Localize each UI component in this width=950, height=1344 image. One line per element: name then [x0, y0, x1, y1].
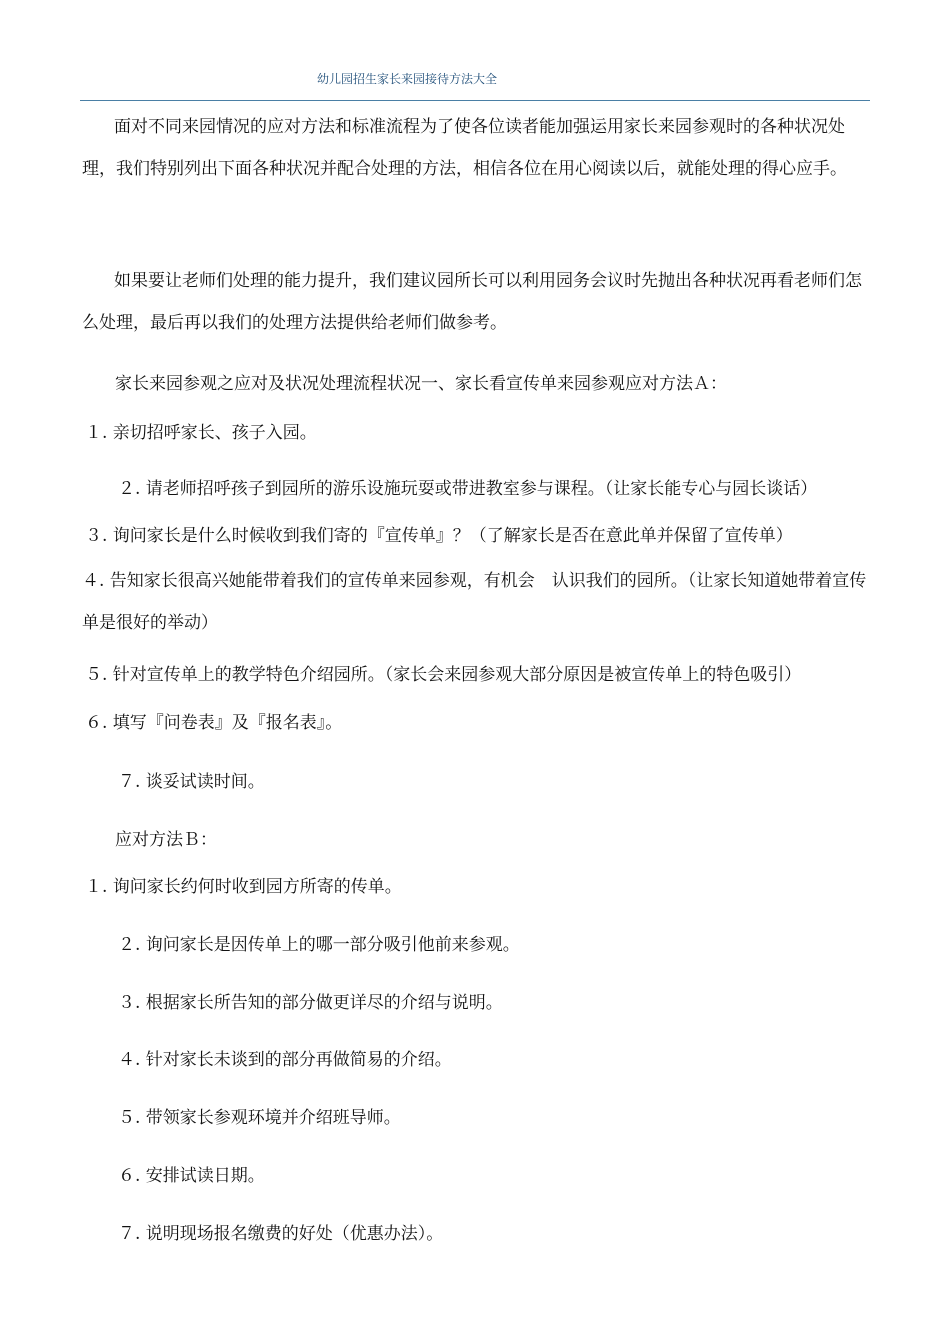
section-b-title: 应对方法Ｂ：: [115, 830, 217, 850]
list-item-a4: ４. 告知家长很高兴她能带着我们的宣传单来园参观，有机会 认识我们的园所。（让家长知道她带着宣传单是很好的举动）: [82, 571, 867, 633]
list-item-b4: ４. 针对家长未谈到的部分再做简易的介绍。: [118, 1050, 452, 1070]
list-item-a2: ２. 请老师招呼孩子到园所的游乐设施玩耍或带进教室参与课程。（让家长能专心与园长谈话）: [118, 479, 818, 499]
intro-paragraph-2: 如果要让老师们处理的能力提升，我们建议园所长可以利用园务会议时先抛出各种状况再看老师们怎么处理，最后再以我们的处理方法提供给老师们做参考。: [82, 271, 862, 333]
header-divider: [80, 100, 870, 101]
list-item-b7: ７. 说明现场报名缴费的好处（优惠办法）。: [118, 1224, 444, 1244]
list-item-b2: ２. 询问家长是因传单上的哪一部分吸引他前来参观。: [118, 935, 520, 955]
list-item-b3: ３. 根据家长所告知的部分做更详尽的介绍与说明。: [118, 993, 503, 1013]
page-header: 幼儿园招生家长来园接待方法大全: [317, 72, 498, 86]
list-item-b6: ６. 安排试读日期。: [118, 1166, 265, 1186]
list-item-b1: １. 询问家长约何时收到园方所寄的传单。: [85, 877, 402, 897]
list-item-b5: ５. 带领家长参观环境并介绍班导师。: [118, 1108, 401, 1128]
section-a-title: 家长来园参观之应对及状况处理流程状况一、家长看宣传单来园参观应对方法Ａ：: [115, 374, 727, 394]
list-item-a6: ６. 填写『问卷表』及『报名表』。: [85, 713, 343, 733]
intro-paragraph-1: 面对不同来园情况的应对方法和标准流程为了使各位读者能加强运用家长来园参观时的各种状况处理，我们特别列出下面各种状况并配合处理的方法，相信各位在用心阅读以后，就能处理的得心应手。: [82, 117, 847, 179]
list-item-a1: １. 亲切招呼家长、孩子入园。: [85, 423, 317, 443]
list-item-a5: ５. 针对宣传单上的教学特色介绍园所。（家长会来园参观大部分原因是被宣传单上的特色吸引）: [85, 665, 802, 685]
list-item-a3: ３. 询问家长是什么时候收到我们寄的『宣传单』？（了解家长是否在意此单并保留了宣传单）: [85, 526, 793, 546]
list-item-a7: ７. 谈妥试读时间。: [118, 772, 265, 792]
